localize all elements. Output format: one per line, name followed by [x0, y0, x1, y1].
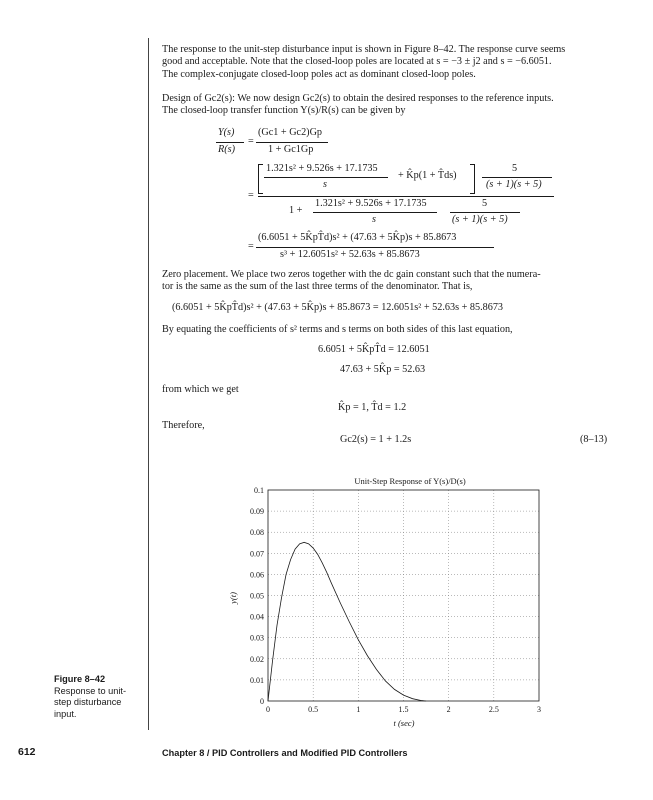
- y-tick-label: 0.08: [250, 528, 264, 538]
- main-fraction-bar: [258, 196, 554, 197]
- x-tick-label: 1: [356, 705, 361, 714]
- eq2-den-one: 1 +: [289, 205, 303, 216]
- text-line: The response to the unit-step disturbance input is shown in Figure 8–42. The response curve seems: [162, 44, 566, 55]
- eq2-den-term-b-denominator: (s + 1)(s + 5): [452, 214, 508, 225]
- y-tick-label: 0.07: [250, 549, 264, 559]
- eq2-term-b: + K̂p(1 + T̂ds): [398, 170, 457, 181]
- y-tick-label: 0.09: [250, 507, 264, 517]
- caption-line: input.: [54, 708, 77, 719]
- fraction-bar: [450, 212, 520, 213]
- eq-lhs-numerator: Y(s): [218, 127, 235, 138]
- eq2-term-a-numerator: 1.321s² + 9.526s + 17.1735: [266, 163, 378, 174]
- equals-sign: =: [248, 136, 254, 147]
- y-tick-label: 0.06: [250, 570, 264, 580]
- text-line: Design of Gc2(s): We now design Gc2(s) to obtain the desired responses to the reference inputs.: [162, 93, 554, 104]
- text-line: tor is the same as the sum of the last three terms of the denominator. That is,: [162, 281, 473, 293]
- eq-lhs-denominator: R(s): [218, 144, 235, 155]
- grid-layer: [268, 490, 539, 701]
- x-tick-label: 1.5: [398, 705, 409, 714]
- x-tick-label: 2.5: [488, 705, 499, 714]
- paragraph-equating: By equating the coefficients of s² terms and s terms on both sides of this last equation,: [162, 324, 513, 335]
- paragraph-therefore: Therefore,: [162, 420, 205, 431]
- line-chart: [230, 470, 560, 730]
- figure-label: Figure 8–42: [54, 674, 106, 684]
- paragraph-design: [162, 93, 622, 118]
- eq2-term-c-denominator: (s + 1)(s + 5): [486, 179, 542, 190]
- y-tick-label: 0.04: [250, 612, 264, 622]
- paragraph-from-which: from which we get: [162, 384, 239, 395]
- text-line: good and acceptable. Note that the closed-loop poles are located at s = −3 ± j2 and s = −6.6051.: [162, 56, 552, 68]
- chart-title: Unit-Step Response of Y(s)/D(s): [354, 476, 466, 486]
- eq2-den-term-b-numerator: 5: [482, 198, 488, 209]
- fraction-bar: [216, 142, 244, 143]
- eq2-den-term-a-denominator: s: [372, 214, 376, 225]
- eq3-numerator: (6.6051 + 5K̂pT̂d)s² + (47.63 + 5K̂p)s + 85.8673: [258, 232, 457, 243]
- y-tick-label: 0.1: [254, 486, 264, 495]
- left-bracket: [258, 164, 263, 194]
- caption-line: step disturbance: [54, 697, 122, 707]
- x-tick-label: 0.5: [308, 705, 319, 714]
- margin-rule: [148, 38, 149, 730]
- fraction-bar: [256, 247, 494, 248]
- text-line: The complex-conjugate closed-loop poles act as dominant closed-loop poles.: [162, 68, 476, 80]
- eq2-term-a-denominator: s: [323, 179, 327, 190]
- caption-line: Response to unit-: [54, 685, 127, 696]
- y-axis-label: y(t): [228, 592, 238, 604]
- y-tick-label: 0.05: [250, 591, 264, 601]
- y-tick-label: 0.02: [250, 654, 264, 664]
- fraction-bar: [256, 142, 328, 143]
- y-tick-label: 0: [260, 697, 264, 706]
- eq1-denominator: 1 + Gc1Gp: [268, 144, 314, 155]
- right-bracket: [470, 164, 475, 194]
- equals-sign: =: [248, 241, 254, 252]
- eq4: (6.6051 + 5K̂pT̂d)s² + (47.63 + 5K̂p)s + 85.8673 = 12.6051s² + 52.63s + 85.8673: [172, 302, 504, 313]
- chapter-footer: Chapter 8 / PID Controllers and Modified PID Controllers: [162, 748, 408, 758]
- text-line: Zero placement. We place two zeros together with the dc gain constant such that the numera-: [162, 269, 541, 280]
- eq7: K̂p = 1, T̂d = 1.2: [338, 402, 407, 413]
- eq6: 47.63 + 5K̂p = 52.63: [340, 364, 426, 375]
- eq2-den-term-a-numerator: 1.321s² + 9.526s + 17.1735: [315, 198, 427, 209]
- x-axis-label: t (sec): [393, 718, 415, 728]
- tick-layer: [250, 486, 541, 714]
- x-tick-label: 2: [446, 705, 451, 714]
- eq5: 6.6051 + 5K̂pT̂d = 12.6051: [318, 344, 430, 355]
- equation-number: (8–13): [580, 434, 608, 445]
- text-line: The closed-loop transfer function Y(s)/R(s) can be given by: [162, 105, 406, 117]
- x-tick-label: 0: [266, 705, 270, 714]
- eq3-denominator: s³ + 12.6051s² + 52.63s + 85.8673: [280, 249, 420, 260]
- y-tick-label: 0.03: [250, 633, 264, 643]
- x-tick-label: 3: [537, 705, 541, 714]
- paragraph-zero-placement: [162, 269, 622, 294]
- fraction-bar: [482, 177, 552, 178]
- figure-caption: [54, 674, 146, 720]
- paragraph-intro: [162, 44, 622, 81]
- eq2-term-c-numerator: 5: [512, 163, 518, 174]
- page-number: 612: [18, 746, 36, 758]
- fraction-bar: [313, 212, 437, 213]
- eq8: Gc2(s) = 1 + 1.2s: [340, 434, 412, 445]
- eq1-numerator: (Gc1 + Gc2)Gp: [258, 127, 323, 138]
- y-tick-label: 0.01: [250, 675, 264, 685]
- fraction-bar: [264, 177, 388, 178]
- equals-sign: =: [248, 190, 254, 201]
- series-line: [268, 542, 426, 701]
